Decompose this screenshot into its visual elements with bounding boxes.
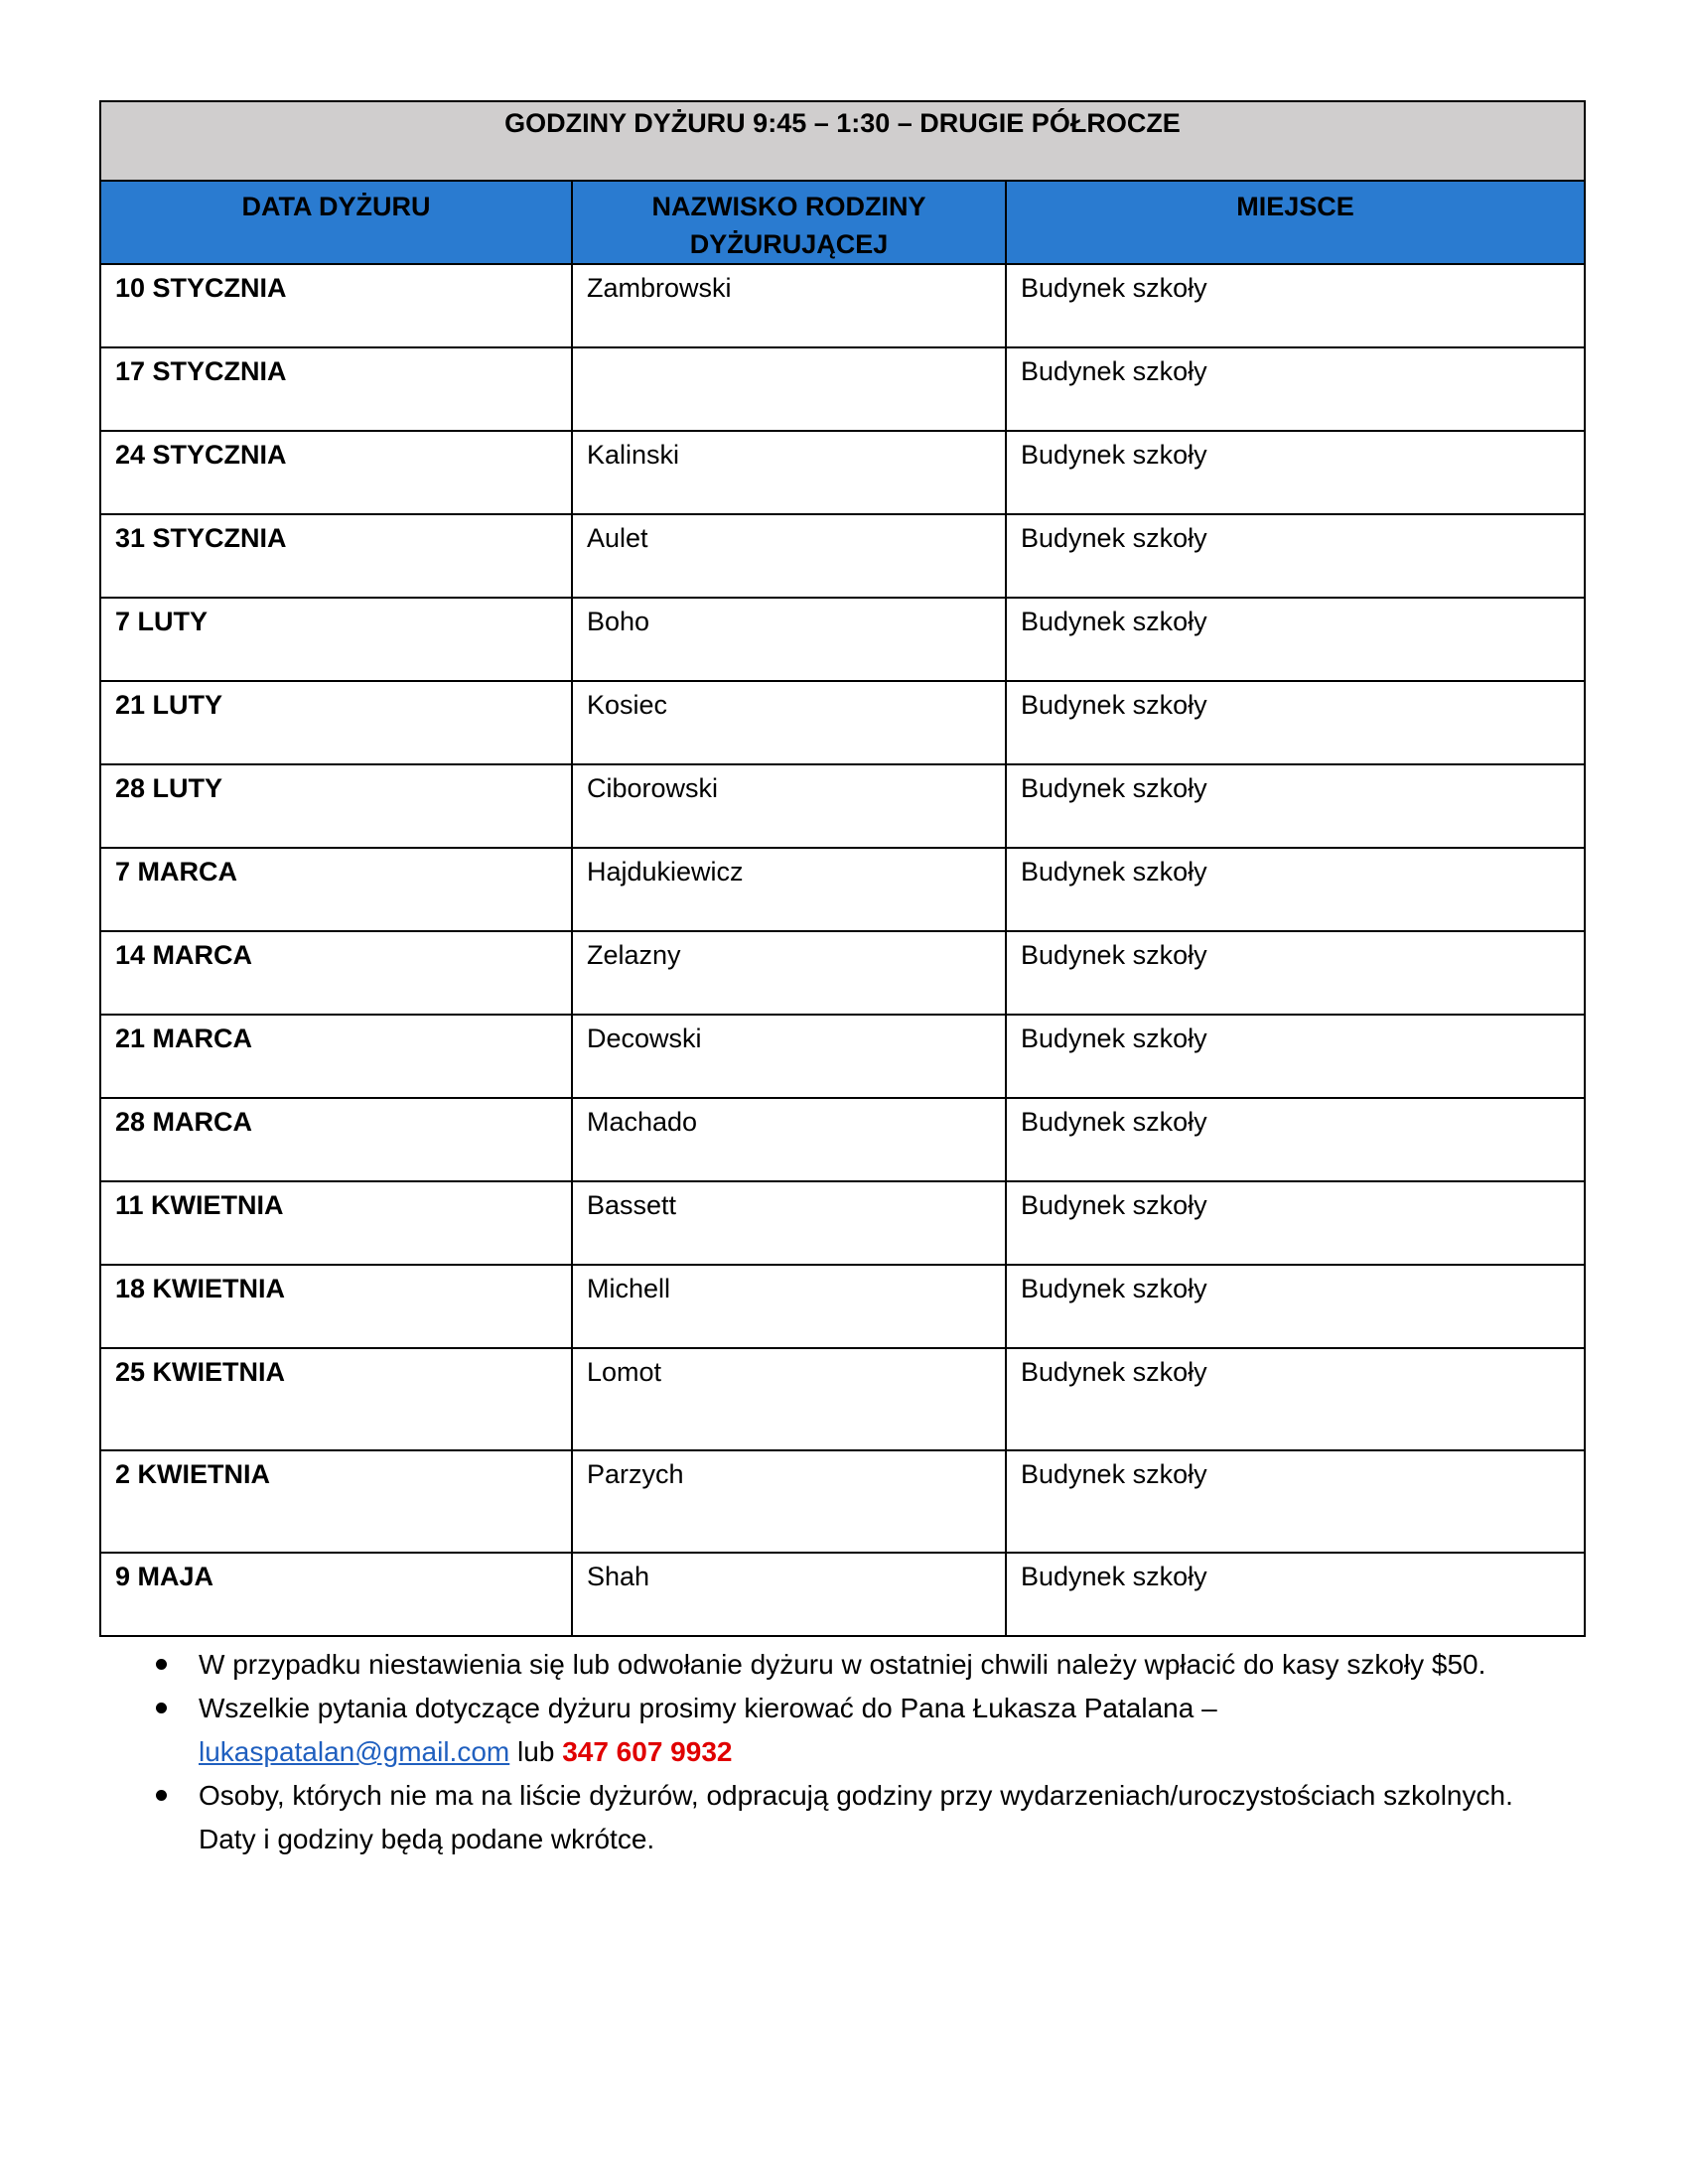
family-cell: Zelazny (572, 931, 1006, 1015)
note-text: W przypadku niestawienia się lub odwołanie dyżuru w ostatniej chwili należy wpłacić do kasy szkoły $50. (199, 1649, 1486, 1680)
date-cell: 28 LUTY (100, 764, 572, 848)
table-row (100, 1348, 1585, 1450)
note-contact (156, 1687, 1566, 1774)
note-penalty (156, 1643, 1566, 1687)
bullet-icon (156, 1703, 167, 1713)
place-cell: Budynek szkoły (1006, 1348, 1585, 1450)
place-cell: Budynek szkoły (1006, 931, 1585, 1015)
table-title: GODZINY DYŻURU 9:45 – 1:30 – DRUGIE PÓŁROCZE (100, 101, 1585, 181)
place-cell: Budynek szkoły (1006, 514, 1585, 598)
place-cell: Budynek szkoły (1006, 1098, 1585, 1181)
table-row (100, 681, 1585, 764)
place-cell: Budynek szkoły (1006, 1450, 1585, 1553)
date-cell: 25 KWIETNIA (100, 1348, 572, 1450)
date-cell: 24 STYCZNIA (100, 431, 572, 514)
note-text: Wszelkie pytania dotyczące dyżuru prosimy kierować do Pana Łukasza Patalana – (199, 1693, 1217, 1723)
table-row (100, 264, 1585, 347)
family-cell: Aulet (572, 514, 1006, 598)
family-cell: Lomot (572, 1348, 1006, 1450)
date-cell: 7 MARCA (100, 848, 572, 931)
date-cell: 21 LUTY (100, 681, 572, 764)
bullet-icon (156, 1659, 167, 1670)
family-cell: Kosiec (572, 681, 1006, 764)
place-cell: Budynek szkoły (1006, 598, 1585, 681)
date-cell: 2 KWIETNIA (100, 1450, 572, 1553)
family-cell: Zambrowski (572, 264, 1006, 347)
date-cell: 7 LUTY (100, 598, 572, 681)
place-cell: Budynek szkoły (1006, 264, 1585, 347)
notes-list (156, 1643, 1566, 1861)
family-cell: Shah (572, 1553, 1006, 1636)
place-cell: Budynek szkoły (1006, 1265, 1585, 1348)
table-row (100, 848, 1585, 931)
header-family: NAZWISKO RODZINY DYŻURUJĄCEJ (572, 181, 1006, 264)
table-row (100, 514, 1585, 598)
date-cell: 14 MARCA (100, 931, 572, 1015)
date-cell: 28 MARCA (100, 1098, 572, 1181)
family-cell: Bassett (572, 1181, 1006, 1265)
family-cell: Machado (572, 1098, 1006, 1181)
table-row (100, 347, 1585, 431)
place-cell: Budynek szkoły (1006, 1553, 1585, 1636)
header-row (100, 181, 1585, 264)
table-row (100, 1181, 1585, 1265)
family-cell: Ciborowski (572, 764, 1006, 848)
place-cell: Budynek szkoły (1006, 764, 1585, 848)
date-cell: 11 KWIETNIA (100, 1181, 572, 1265)
table-row (100, 1098, 1585, 1181)
family-cell: Decowski (572, 1015, 1006, 1098)
family-cell: Kalinski (572, 431, 1006, 514)
date-cell: 10 STYCZNIA (100, 264, 572, 347)
email-link[interactable]: lukaspatalan@gmail.com (199, 1736, 510, 1767)
table-row (100, 1265, 1585, 1348)
note-text: Osoby, których nie ma na liście dyżurów, odpracują godziny przy wydarzeniach/uroczystościach szkolnych. Daty i godziny będą podane wkrótce. (199, 1780, 1513, 1854)
note-text: lub (517, 1736, 555, 1767)
family-cell: Parzych (572, 1450, 1006, 1553)
table-row (100, 1450, 1585, 1553)
family-cell: Hajdukiewicz (572, 848, 1006, 931)
place-cell: Budynek szkoły (1006, 431, 1585, 514)
table-row (100, 598, 1585, 681)
place-cell: Budynek szkoły (1006, 681, 1585, 764)
date-cell: 18 KWIETNIA (100, 1265, 572, 1348)
table-row (100, 764, 1585, 848)
place-cell: Budynek szkoły (1006, 848, 1585, 931)
table-row (100, 1015, 1585, 1098)
header-place: MIEJSCE (1006, 181, 1585, 264)
date-cell: 9 MAJA (100, 1553, 572, 1636)
bullet-icon (156, 1790, 167, 1801)
phone-number: 347 607 9932 (562, 1736, 733, 1767)
table-row (100, 931, 1585, 1015)
duty-schedule-table (99, 100, 1586, 1637)
family-cell: Michell (572, 1265, 1006, 1348)
table-row (100, 1553, 1585, 1636)
family-cell (572, 347, 1006, 431)
date-cell: 31 STYCZNIA (100, 514, 572, 598)
header-date: DATA DYŻURU (100, 181, 572, 264)
date-cell: 17 STYCZNIA (100, 347, 572, 431)
place-cell: Budynek szkoły (1006, 1015, 1585, 1098)
table-row (100, 431, 1585, 514)
place-cell: Budynek szkoły (1006, 1181, 1585, 1265)
date-cell: 21 MARCA (100, 1015, 572, 1098)
place-cell: Budynek szkoły (1006, 347, 1585, 431)
family-cell: Boho (572, 598, 1006, 681)
note-events (156, 1774, 1566, 1861)
